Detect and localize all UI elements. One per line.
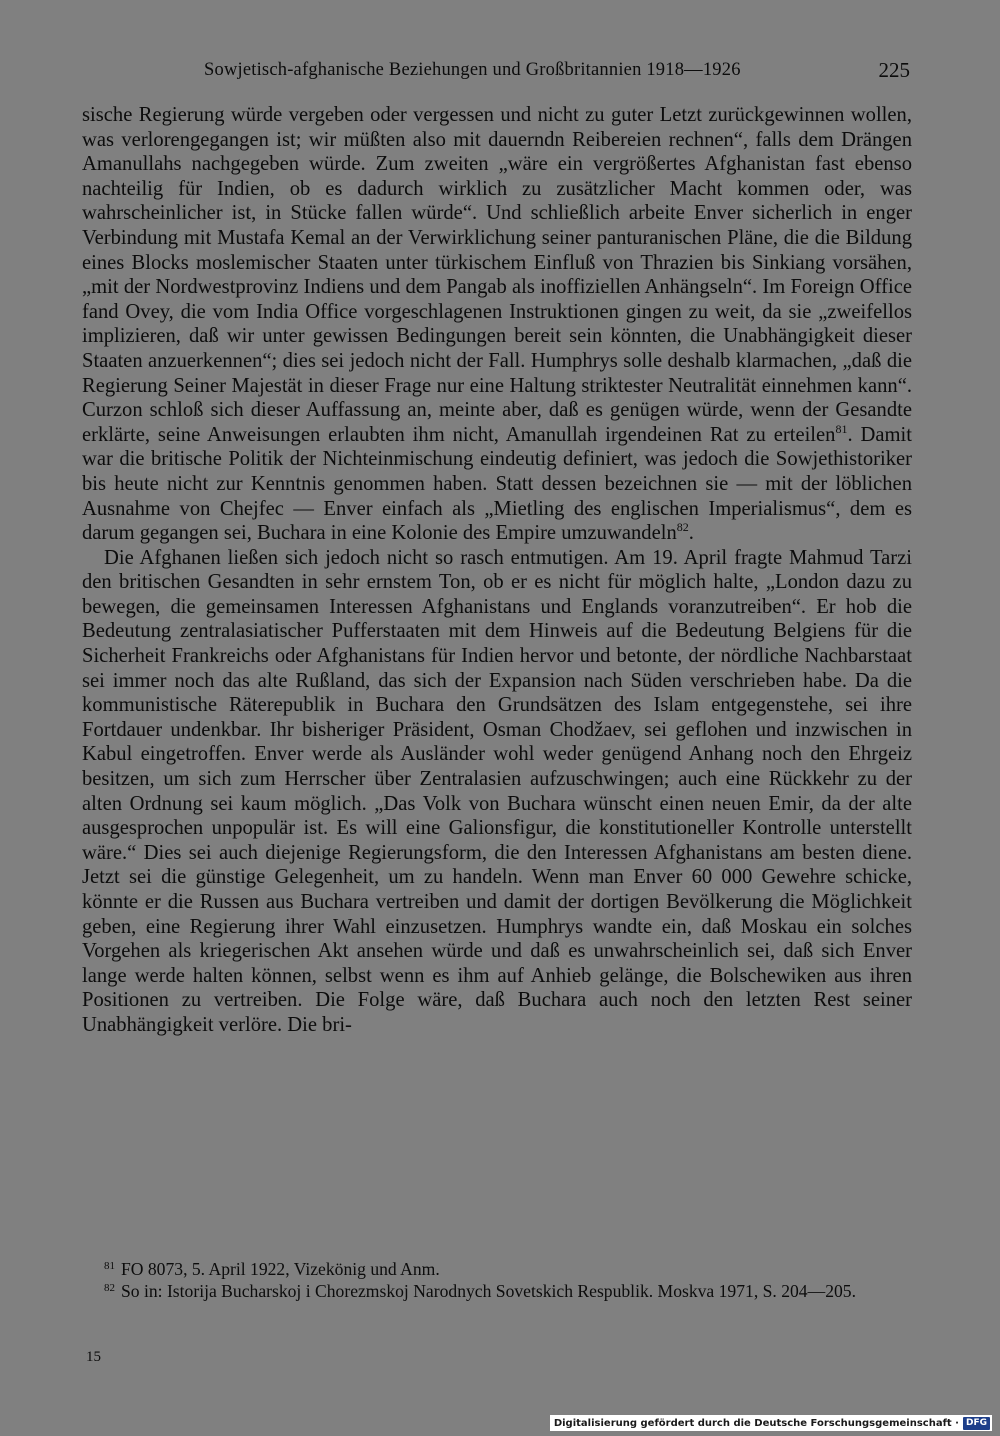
footnote-number: 81 [104,1260,115,1272]
page-number: 225 [878,58,910,82]
dfg-notice-text: Digitalisierung gefördert durch die Deutsche Forschungsgemeinschaft · [553,1417,959,1429]
paragraph-2: Die Afghanen ließen sich jedoch nicht so rasch entmutigen. Am 19. April fragte Mahmud Tarzi den britischen Gesandten in sehr ernstem Ton, ob er es nicht für möglich halte, „London dazu zu bewegen, die gemeinsamen Interessen Afghanistans und Englands voranzutreiben“. Er hob die Bedeutung zentralasiatischer Pufferstaaten mit dem Hinweis auf die Bedeutung Belgiens für die Sicherheit Frankreichs oder Afghanistans für Indien hervor und betonte, der nördliche Nachbarstaat sei immer noch das alte Rußland, das sich der Expansion nach Süden verschrieben habe. Da die kommunistische Räterepublik in Buchara den Grundsätzen des Islam entgegenstehe, sei ihre Fortdauer undenkbar. Ihr bisheriger Präsident, Osman Chodžaev, sei geflohen und inzwischen in Kabul eingetroffen. Enver werde als Ausländer wohl weder genügend Anhang noch den Ehrgeiz besitzen, um sich zum Herrscher über Zentralasien aufzuschwingen; auch eine Rückkehr zu der alten Ordnung sei kaum möglich. „Das Volk von Buchara wünscht einen neuen Emir, da der alte ausgesprochen unpopulär ist. Es will eine Galionsfigur, die konstitutioneller Kontrolle unterstellt wäre.“ Dies sei auch diejenige Regierungsform, die den Interessen Afghanistans am besten diene. Jetzt sei die günstige Gelegenheit, um zu handeln. Wenn man Enver 60 000 Gewehre schicke, könnte er die Russen aus Buchara vertreiben und damit der dortigen Bevölkerung die Möglichkeit geben, eine Regierung ihrer Wahl einzusetzen. Humphrys wandte ein, daß Moskau ein solches Vorgehen als kriegerischen Akt ansehen würde und daß es unwahrscheinlich sei, daß sich Enver lange werde halten können, selbst wenn es ihm auf Anhieb gelänge, die Bolschewiken aus ihren Positionen zu vertreiben. Die Folge wäre, daß Buchara auch noch den letzten Rest seiner Unabhängigkeit verlöre. Die bri- [82,546,912,1036]
dfg-logo-icon: DFG [963,1417,990,1430]
paragraph-1-text-a: sische Regierung würde vergeben oder vergessen und nicht zu guter Letzt zurückgewinnen wollen, was verlorengegangen ist; wir müßten also mit dauerndn Reibereien rechnen“, falls dem Drängen Amanullahs nachgegeben würde. Zum zweiten „wäre ein vergrößertes Afghanistan fast ebenso nachteilig für Indien, ob es dadurch wirklich zu zusätzlicher Macht kommen oder, was wahrscheinlicher ist, in Stücke fallen würde“. Und schließlich arbeite Enver sicherlich in enger Verbindung mit Mustafa Kemal an der Verwirklichung seiner panturanischen Pläne, die die Bildung eines Blocks moslemischer Staaten unter türkischem Einfluß von Thrazien bis Sinkiang vorsähen, „mit der Nordwestprovinz Indiens und dem Pangab als inoffiziellen Anhängseln“. Im Foreign Office fand Ovey, die vom India Office vorgeschlagenen Instruktionen gingen zu weit, da sie „zweifellos implizieren, daß wir unter gewissen Bedingungen bereit sein könnten, die Unabhängigkeit dieser Staaten anzuerkennen“; dies sei jedoch nicht der Fall. Humphrys solle deshalb klarmachen, „daß die Regierung Seiner Majestät in dieser Frage nur eine Haltung striktester Neutralität einnehmen kann“. Curzon schloß sich dieser Auffassung an, meinte aber, daß es genügen würde, wenn der Gesandte erklärte, seine Anweisungen erlaubten ihm nicht, Amanullah irgendeinen Rat zu erteilen [82,104,912,446]
paragraph-1 [82,103,912,546]
footnote-text: So in: Istorija Bucharskoj i Chorezmskoj Narodnych Sovetskich Respublik. Moskva 1971, S. 204—205. [121,1280,856,1301]
running-header [82,58,912,88]
footnote-81 [82,1259,912,1281]
running-title: Sowjetisch-afghanische Beziehungen und Großbritannien 1918—1926 [204,60,741,80]
signature-mark: 15 [86,1349,101,1365]
paragraph-1-text-c: . [688,522,694,545]
footnote-ref-82[interactable]: 82 [676,520,689,535]
footnote-ref-81[interactable]: 81 [835,421,848,436]
footnotes [82,1259,912,1302]
footnote-number: 82 [104,1281,115,1294]
dfg-funding-notice[interactable] [550,1415,992,1431]
body-text [82,103,912,1038]
footnote-82 [82,1281,912,1303]
footnote-text: FO 8073, 5. April 1922, Vizekönig und Anm. [121,1259,440,1279]
paragraph-1-text-b: . Damit war die britische Politik der Nichteinmischung eindeutig definiert, was jedoch die Sowjethistoriker bis heute nicht zur Kenntnis genommen haben. Statt dessen bezeichnen sie — mit der löblichen Ausnahme von Chejfec — Enver einfach als „Mietling des englischen Imperialismus“, dem es darum gegangen sei, Buchara in eine Kolonie des Empire umzuwandeln [82,423,912,545]
